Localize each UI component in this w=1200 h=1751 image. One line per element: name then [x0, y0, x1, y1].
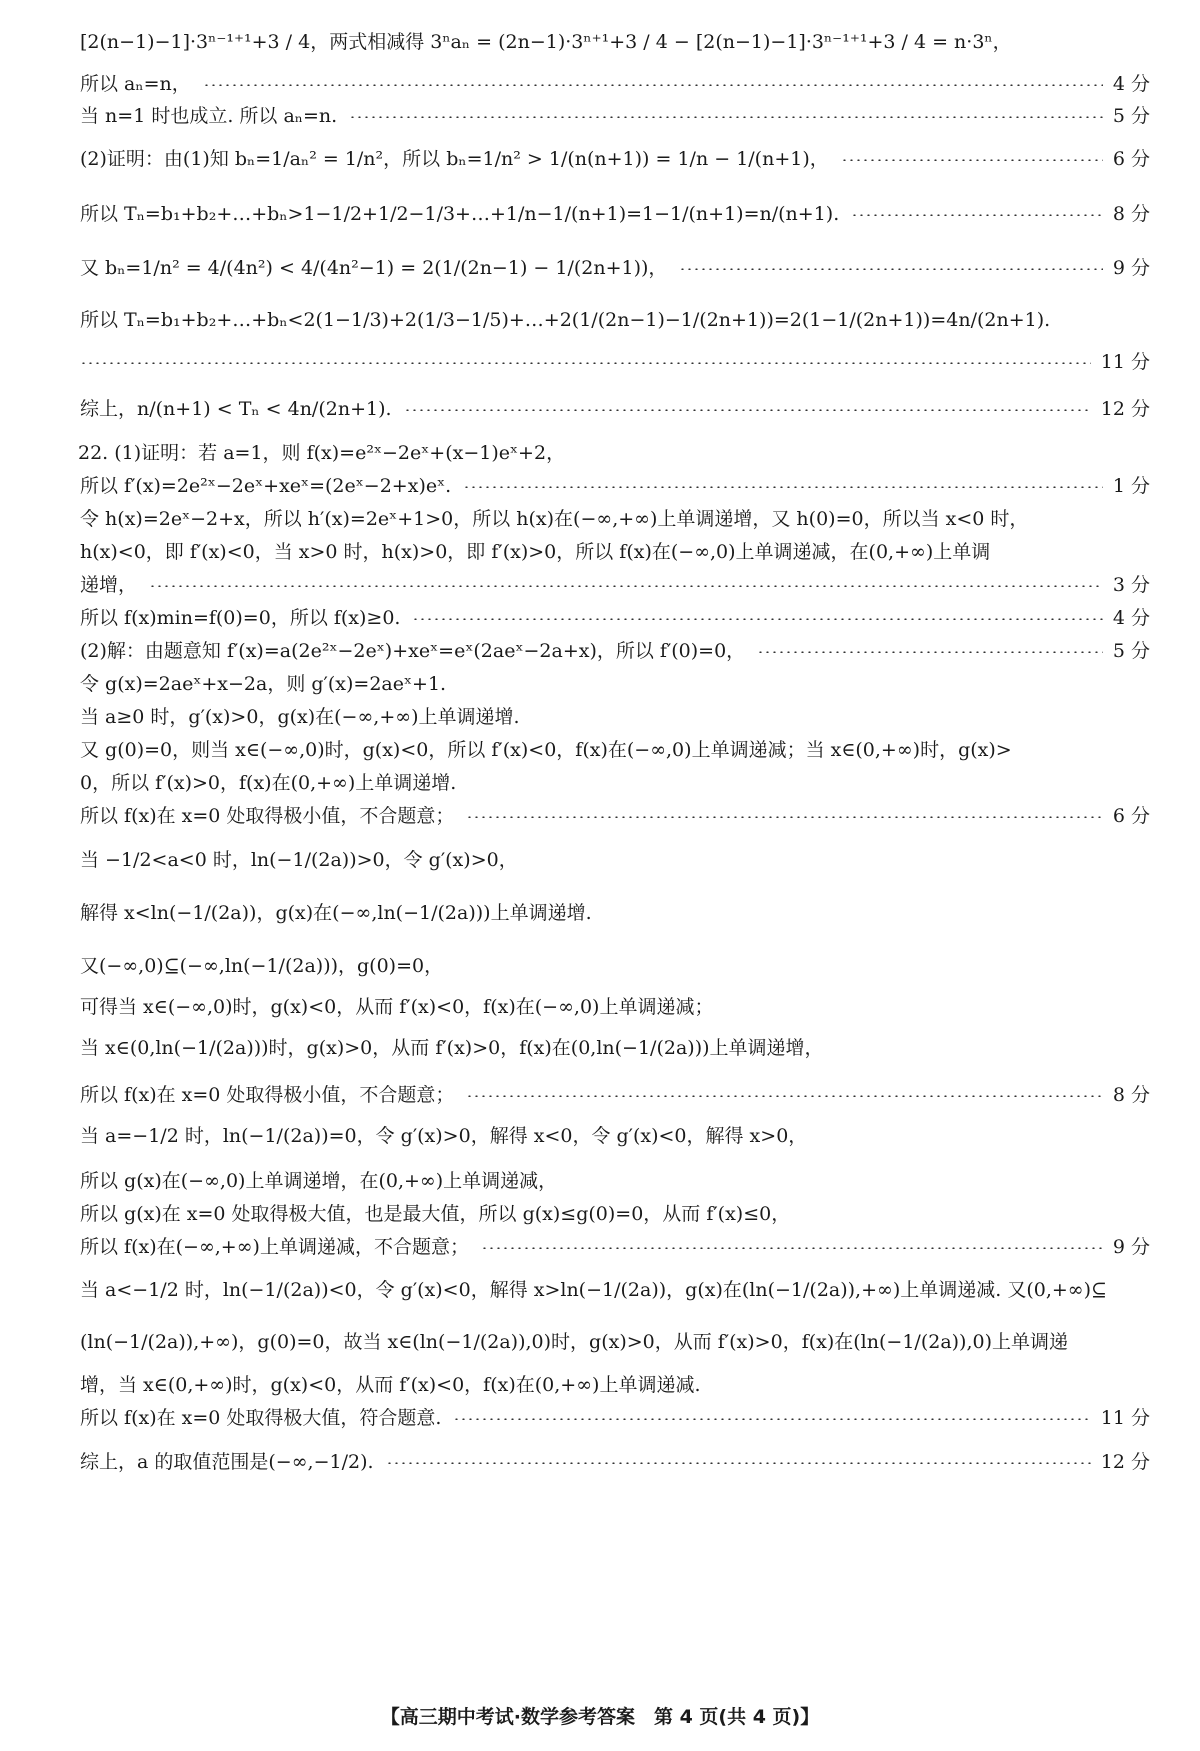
text-line-13: h(x)<0，即 f′(x)<0，当 x>0 时，h(x)>0，即 f′(x)>0，所以 f(x)在(−∞,0)上单调递减，在(0,+∞)上单调: [80, 540, 991, 563]
leader-dots: [757, 651, 1103, 653]
text-line-21: 所以 f(x)在 x=0 处取得极小值，不合题意； 6 分: [80, 799, 1150, 829]
leader-dots: [463, 486, 1103, 488]
score-label: 12 分: [1100, 397, 1150, 420]
score-label: 5 分: [1112, 104, 1150, 127]
text-line-32: 当 a<−1/2 时，ln(−1/(2a))<0，令 g′(x)<0，解得 x>ln(−1/(2a))，g(x)在(ln(−1/(2a)),+∞)上单调递减. 又(0,+∞)⊆: [80, 1278, 1107, 1301]
leader-dots: [80, 362, 1091, 364]
text-line-19: 又 g(0)=0，则当 x∈(−∞,0)时，g(x)<0，所以 f′(x)<0，f(x)在(−∞,0)上单调递减；当 x∈(0,+∞)时，g(x)>: [80, 738, 1012, 761]
text-line-11: 所以 f′(x)=2e²ˣ−2eˣ+xeˣ=(2eˣ−2+x)eˣ. 1 分: [80, 469, 1150, 499]
leader-dots: [466, 1095, 1102, 1097]
text-line-5: 所以 Tₙ=b₁+b₂+…+bₙ>1−1/2+1/2−1/3+…+1/n−1/(n+1)=1−1/(n+1)=n/(n+1). 8 分: [80, 190, 1150, 234]
text-line-8: [80, 345, 1150, 375]
text-line-33: (ln(−1/(2a)),+∞)，g(0)=0，故当 x∈(ln(−1/(2a)),0)时，g(x)>0，从而 f′(x)>0，f(x)在(ln(−1/(2a)),0)上单调递: [80, 1330, 1069, 1353]
page-footer: 【高三期中考试·数学参考答案 第 4 页(共 4 页)】: [380, 1706, 820, 1728]
text-line-31: 所以 f(x)在(−∞,+∞)上单调递减，不合题意； 9 分: [80, 1230, 1150, 1260]
text-line-18: 当 a≥0 时，g′(x)>0，g(x)在(−∞,+∞)上单调递增.: [80, 705, 520, 728]
text-line-24: 又(−∞,0)⊆(−∞,ln(−1/(2a)))，g(0)=0，: [80, 954, 444, 977]
score-label: 3 分: [1112, 573, 1150, 596]
text-line-25: 可得当 x∈(−∞,0)时，g(x)<0，从而 f′(x)<0，f(x)在(−∞,0)上单调递减；: [80, 995, 714, 1018]
text-line-2: 所以 aₙ=n， 4 分: [80, 67, 1150, 97]
text-line-10: 22. (1)证明：若 a=1，则 f(x)=e²ˣ−2eˣ+(x−1)eˣ+2，: [78, 441, 566, 464]
score-label: 4 分: [1112, 72, 1150, 95]
text-line-22: 当 −1/2<a<0 时，ln(−1/(2a))>0，令 g′(x)>0，: [80, 848, 518, 871]
text-line-35: 所以 f(x)在 x=0 处取得极大值，符合题意. 11 分: [80, 1401, 1150, 1431]
text-line-36: 综上，a 的取值范围是(−∞,−1/2). 12 分: [80, 1438, 1150, 1482]
text-line-27: 所以 f(x)在 x=0 处取得极小值，不合题意； 8 分: [80, 1078, 1150, 1108]
leader-dots: [466, 816, 1102, 818]
text-line-12: 令 h(x)=2eˣ−2+x，所以 h′(x)=2eˣ+1>0，所以 h(x)在(−∞,+∞)上单调递增，又 h(0)=0，所以当 x<0 时，: [80, 507, 1029, 530]
text-line-6: 又 bₙ=1/n² = 4/(4n²) < 4/(4n²−1) = 2(1/(2n−1) − 1/(2n+1))， 9 分: [80, 244, 1150, 288]
score-label: 6 分: [1112, 147, 1150, 170]
text-line-26: 当 x∈(0,ln(−1/(2a)))时，g(x)>0，从而 f′(x)>0，f(x)在(0,ln(−1/(2a)))上单调递增，: [80, 1036, 824, 1059]
text-line-14: 递增， 3 分: [80, 568, 1150, 598]
score-label: 8 分: [1112, 1083, 1150, 1106]
text-line-15: 所以 f(x)min=f(0)=0，所以 f(x)≥0. 4 分: [80, 601, 1150, 631]
text-line-23: 解得 x<ln(−1/(2a))，g(x)在(−∞,ln(−1/(2a)))上单调递增.: [80, 901, 592, 924]
score-label: 4 分: [1112, 606, 1150, 629]
leader-dots: [386, 1462, 1091, 1464]
text-line-1: [2(n−1)−1]·3ⁿ⁻¹⁺¹+3 / 4，两式相减得 3ⁿaₙ = (2n−1)·3ⁿ⁺¹+3 / 4 − [2(n−1)−1]·3ⁿ⁻¹⁺¹+3 / 4 = n·3ⁿ，: [80, 30, 1012, 53]
leader-dots: [149, 585, 1103, 587]
score-label: 6 分: [1112, 804, 1150, 827]
text-line-3: 当 n=1 时也成立. 所以 aₙ=n. 5 分: [80, 99, 1150, 129]
leader-dots: [851, 214, 1103, 216]
score-label: 11 分: [1100, 1406, 1150, 1429]
score-label: 9 分: [1112, 1235, 1150, 1258]
text-line-29: 所以 g(x)在(−∞,0)上单调递增，在(0,+∞)上单调递减，: [80, 1169, 558, 1192]
text-line-17: 令 g(x)=2aeˣ+x−2a，则 g′(x)=2aeˣ+1.: [80, 672, 447, 695]
text-line-30: 所以 g(x)在 x=0 处取得极大值，也是最大值，所以 g(x)≤g(0)=0，从而 f′(x)≤0，: [80, 1202, 791, 1225]
text-line-34: 增，当 x∈(0,+∞)时，g(x)<0，从而 f′(x)<0，f(x)在(0,+∞)上单调递减.: [80, 1373, 701, 1396]
leader-dots: [349, 116, 1103, 118]
leader-dots: [453, 1418, 1090, 1420]
score-label: 8 分: [1112, 202, 1150, 225]
score-label: 12 分: [1100, 1450, 1150, 1473]
score-label: 1 分: [1112, 474, 1150, 497]
score-label: 11 分: [1100, 350, 1150, 373]
score-label: 9 分: [1112, 256, 1150, 279]
score-label: 5 分: [1112, 639, 1150, 662]
leader-dots: [841, 159, 1103, 161]
text-line-28: 当 a=−1/2 时，ln(−1/(2a))=0，令 g′(x)>0，解得 x<0，令 g′(x)<0，解得 x>0，: [80, 1124, 808, 1147]
text-line-20: 0，所以 f′(x)>0，f(x)在(0,+∞)上单调递增.: [80, 771, 457, 794]
leader-dots: [412, 618, 1102, 620]
leader-dots: [679, 268, 1102, 270]
leader-dots: [404, 409, 1091, 411]
text-line-16: (2)解：由题意知 f′(x)=a(2e²ˣ−2eˣ)+xeˣ=eˣ(2aeˣ−2a+x)，所以 f′(0)=0， 5 分: [80, 634, 1150, 664]
text-line-4: (2)证明：由(1)知 bₙ=1/aₙ² = 1/n²，所以 bₙ=1/n² > 1/(n(n+1)) = 1/n − 1/(n+1)， 6 分: [80, 135, 1150, 179]
text-line-9: 综上，n/(n+1) < Tₙ < 4n/(2n+1). 12 分: [80, 385, 1150, 429]
leader-dots: [203, 84, 1103, 86]
text-line-7: 所以 Tₙ=b₁+b₂+…+bₙ<2(1−1/3)+2(1/3−1/5)+…+2(1/(2n−1)−1/(2n+1))=2(1−1/(2n+1))=4n/(2n+1).: [80, 308, 1051, 331]
leader-dots: [481, 1247, 1103, 1249]
